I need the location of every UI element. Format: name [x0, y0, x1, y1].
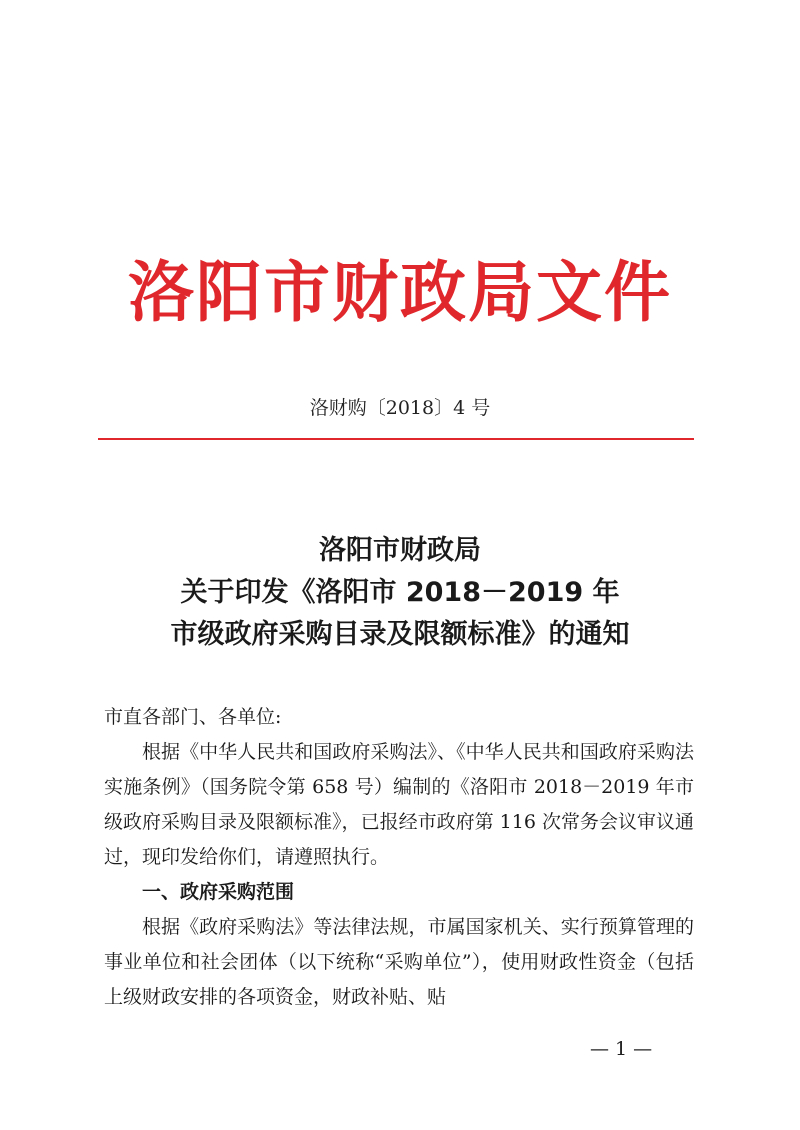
page-number: — 1 —	[590, 1038, 653, 1060]
section-heading-1: 一、政府采购范围	[142, 881, 295, 903]
notice-subject	[0, 530, 800, 656]
document-number: 洛财购〔2018〕4 号	[309, 397, 491, 419]
issuer-title: 洛阳市财政局文件	[128, 253, 672, 331]
subject-line-3: 市级政府采购目录及限额标准》的通知	[170, 619, 630, 650]
subject-line-2: 关于印发《洛阳市 2018－2019 年	[180, 577, 620, 608]
document-body	[104, 700, 694, 1015]
subject-line-1: 洛阳市财政局	[319, 535, 481, 566]
red-separator-line	[98, 438, 694, 440]
body-paragraph-1: 根据《中华人民共和国政府采购法》、《中华人民共和国政府采购法实施条例》（国务院令第 658 号）编制的《洛阳市 2018－2019 年市级政府采购目录及限额标准》，已报经市政府第 116 次常务会议审议通过，现印发给你们，请遵照执行。	[104, 741, 694, 868]
body-paragraph-2: 根据《政府采购法》等法律法规，市属国家机关、实行预算管理的事业单位和社会团体（以下统称“采购单位”），使用财政性资金（包括上级财政安排的各项资金，财政补贴、贴	[104, 916, 694, 1008]
salutation: 市直各部门、各单位:	[104, 706, 282, 728]
